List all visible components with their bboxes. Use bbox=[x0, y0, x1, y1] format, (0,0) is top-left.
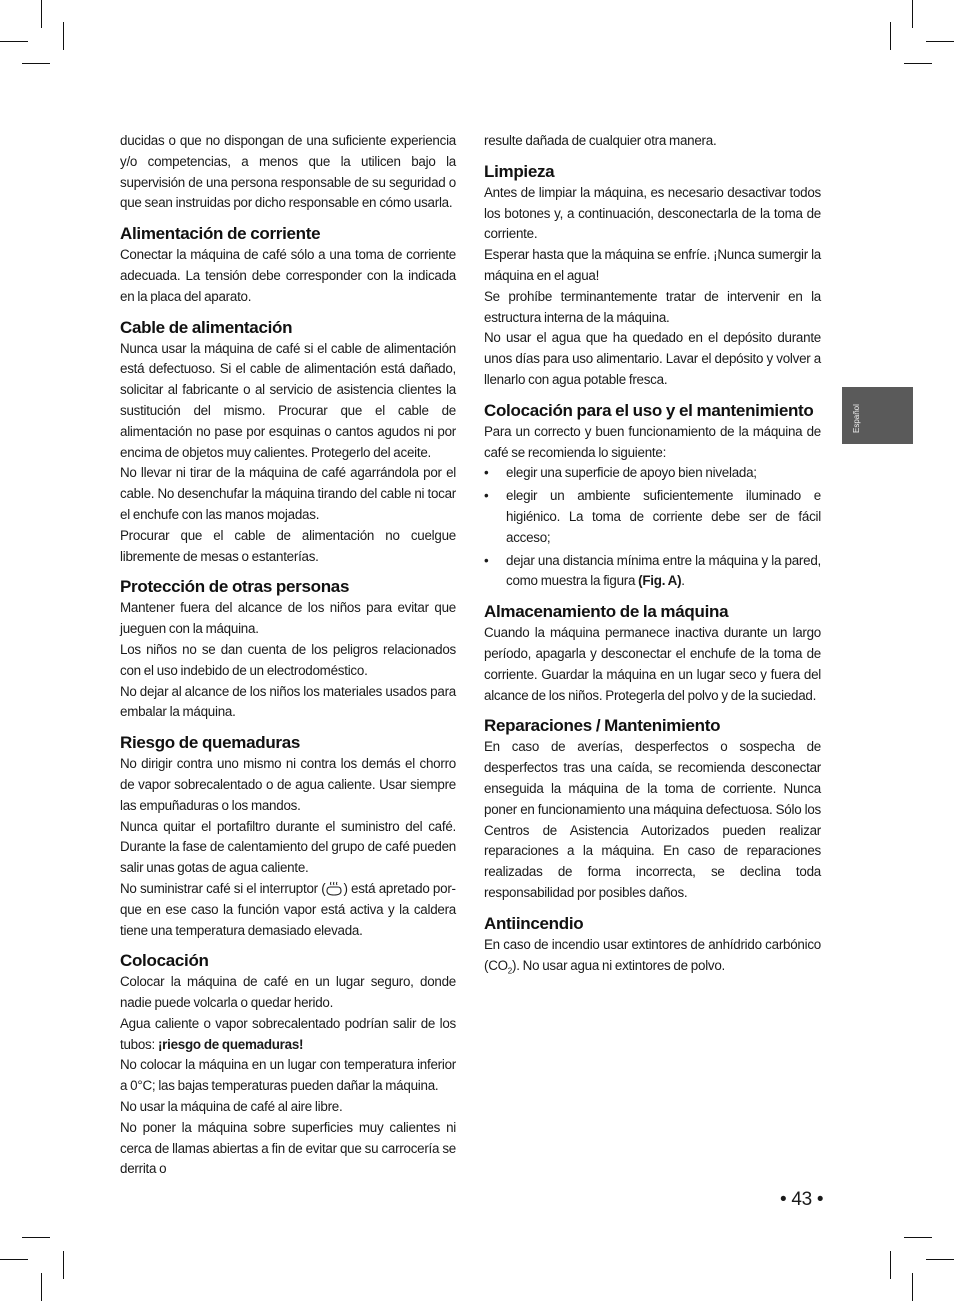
heading-almacenamiento: Almacenamiento de la máquina bbox=[484, 602, 729, 622]
left-column bbox=[120, 131, 456, 1180]
paragraph: Para un correcto y buen funcionamiento de la máquina de café se recomienda lo siguiente: bbox=[484, 423, 821, 460]
paragraph: No dirigir contra uno mismo ni contra los demás el chorro de vapor sobrecalentado o de agua caliente. Usar siempre las empuñaduras o los mandos. bbox=[120, 756, 456, 813]
heading-riesgo: Riesgo de quemaduras bbox=[120, 733, 301, 753]
crop-mark bbox=[22, 63, 50, 64]
paragraph: Los niños no se dan cuenta de los peligros relacionados con el uso indebido de un electrodoméstico. bbox=[120, 641, 456, 678]
paragraph bbox=[120, 1014, 456, 1056]
heading-limpieza: Limpieza bbox=[484, 161, 555, 181]
paragraph: No colocar la máquina en un lugar con temperatura inferior a 0°C; las bajas temperaturas pueden dañar la máquina. bbox=[120, 1057, 456, 1094]
heading-reparaciones: Reparaciones / Mantenimiento bbox=[484, 716, 721, 736]
heading-cable: Cable de alimentación bbox=[120, 317, 293, 337]
paragraph: Procurar que el cable de alimentación no cuelgue libremente de mesas o estanterías. bbox=[120, 527, 456, 564]
warning-text: ¡riesgo de quemaduras! bbox=[157, 1036, 304, 1052]
crop-mark bbox=[63, 22, 64, 50]
crop-mark bbox=[912, 1273, 913, 1301]
crop-mark bbox=[63, 1251, 64, 1279]
subscript: 2 bbox=[507, 966, 512, 976]
steam-icon bbox=[325, 879, 343, 897]
paragraph: Conectar la máquina de café sólo a una toma de corriente adecuada. La tensión debe corresponder con la indicada en la placa del aparato. bbox=[120, 247, 456, 304]
crop-mark bbox=[926, 1259, 954, 1260]
crop-mark bbox=[890, 22, 891, 50]
crop-mark bbox=[926, 41, 954, 42]
text-run: ). No usar agua ni extintores de polvo. bbox=[512, 957, 726, 973]
heading-colocacion: Colocación bbox=[120, 951, 209, 971]
paragraph: No usar la máquina de café al aire libre. bbox=[120, 1099, 343, 1115]
paragraph: Esperar hasta que la máquina se enfríe. ¡Nunca sumergir la máquina en el agua! bbox=[484, 247, 821, 283]
heading-proteccion: Protección de otras personas bbox=[120, 577, 350, 597]
paragraph: No llevar ni tirar de la máquina de café agarrándola por el cable. No desenchufar la máquina tirando del cable ni tocar el enchufe con las manos mojadas. bbox=[120, 465, 456, 522]
language-tab bbox=[842, 387, 913, 444]
figure-reference: (Fig. A) bbox=[638, 573, 682, 589]
crop-mark bbox=[904, 1237, 932, 1238]
paragraph bbox=[120, 879, 456, 941]
list-item bbox=[484, 551, 821, 593]
paragraph: No usar el agua que ha quedado en el depósito durante unos días para uso alimentario. Lavar el depósito y volver a llenarlo con agua potable fresca. bbox=[484, 330, 821, 387]
bullet-list bbox=[484, 463, 821, 592]
text-run: Agua caliente o vapor sobrecalentado podrían salir de los tubos: bbox=[120, 1015, 456, 1052]
crop-mark bbox=[890, 1251, 891, 1279]
paragraph: Antes de limpiar la máquina, es necesario desactivar todos los botones y, a continuación, desconectarla de la toma de corriente. bbox=[484, 184, 821, 242]
text-run: . bbox=[681, 573, 685, 589]
paragraph bbox=[484, 935, 821, 982]
list-item: • elegir una superficie de apoyo bien nivelada; bbox=[484, 463, 821, 484]
paragraph: No dejar al alcance de los niños los materiales usados para embalar la máquina. bbox=[120, 683, 456, 720]
text-run: En caso de incendio usar extintores de anhídrido carbónico (CO bbox=[484, 936, 821, 973]
page-number: • 43 • bbox=[780, 1189, 824, 1210]
crop-mark bbox=[41, 0, 42, 28]
language-label: Español bbox=[852, 404, 861, 433]
paragraph: Cuando la máquina permanece inactiva durante un largo período, apagarla y desconectar el enchufe de la toma de corriente. Guardar la máquina en un lugar seco y fuera del alcance de los niños. Protegerla del polvo y de la suciedad. bbox=[484, 625, 821, 703]
paragraph: No poner la máquina sobre superficies muy calientes ni cerca de llamas abiertas a fin de evitar que su carrocería se derrita o bbox=[120, 1119, 456, 1177]
paragraph: Se prohíbe terminantemente tratar de intervenir en la estructura interna de la máquina. bbox=[484, 288, 821, 325]
paragraph: Colocar la máquina de café en un lugar seguro, donde nadie puede volcarla o quedar herido. bbox=[120, 974, 456, 1011]
intro-paragraph: resulte dañada de cualquier otra manera. bbox=[484, 133, 717, 148]
text-run: dejar una distancia mínima entre la máquina y la pared, como muestra la figura bbox=[506, 552, 821, 589]
list-item: • elegir un ambiente suficientemente iluminado e higiénico. La toma de corriente debe ser de fácil acceso; bbox=[484, 486, 821, 548]
heading-alimentacion: Alimentación de corriente bbox=[120, 224, 321, 244]
right-column bbox=[484, 131, 821, 982]
text-run: ) está apretado porque en ese caso la función vapor está activa y la caldera tiene una temperatura demasiado elevada. bbox=[120, 880, 456, 938]
crop-mark bbox=[0, 41, 28, 42]
text-run: No suministrar café si el interruptor ( bbox=[120, 880, 326, 896]
crop-mark bbox=[904, 63, 932, 64]
intro-paragraph: ducidas o que no dispongan de una suficiente experiencia y/o competencias, a menos que la utilicen bajo la supervisión de una persona responsable de su seguridad o que sean instruidas por dicho responsable en cómo usarla. bbox=[120, 133, 456, 211]
heading-antiincendio: Antiincendio bbox=[484, 913, 584, 933]
heading-colocacion-uso: Colocación para el uso y el mantenimiento bbox=[484, 400, 814, 420]
crop-mark bbox=[0, 1259, 28, 1260]
paragraph: Nunca quitar el portafiltro durante el suministro del café. Durante la fase de calentamiento del grupo de café pueden salir unas gotas de agua caliente. bbox=[120, 818, 456, 876]
crop-mark bbox=[41, 1273, 42, 1301]
crop-mark bbox=[912, 0, 913, 28]
paragraph: En caso de averías, desperfectos o sospecha de desperfectos tras una caída, se recomienda desconectar enseguida la máquina de la toma de corriente. Nunca poner en funcionamiento una máquina defectuosa. Sólo los Centros de Asistencia Autorizados pueden realizar reparaciones a la máquina. En caso de reparaciones realizadas de forma incorrecta, se declina toda responsabilidad por posibles daños. bbox=[484, 739, 821, 900]
paragraph: Nunca usar la máquina de café si el cable de alimentación está defectuoso. Si el cable de alimentación está dañado, solicitar al fabricante o al servicio de asistencia clientes la sustitución del mismo. Procurar que el cable de alimentación no pase por esquinas o cantos agudos ni por encima de objetos muy calientes. Protegerlo del aceite. bbox=[120, 340, 456, 460]
crop-mark bbox=[22, 1237, 50, 1238]
paragraph: Mantener fuera del alcance de los niños para evitar que jueguen con la máquina. bbox=[120, 600, 456, 637]
